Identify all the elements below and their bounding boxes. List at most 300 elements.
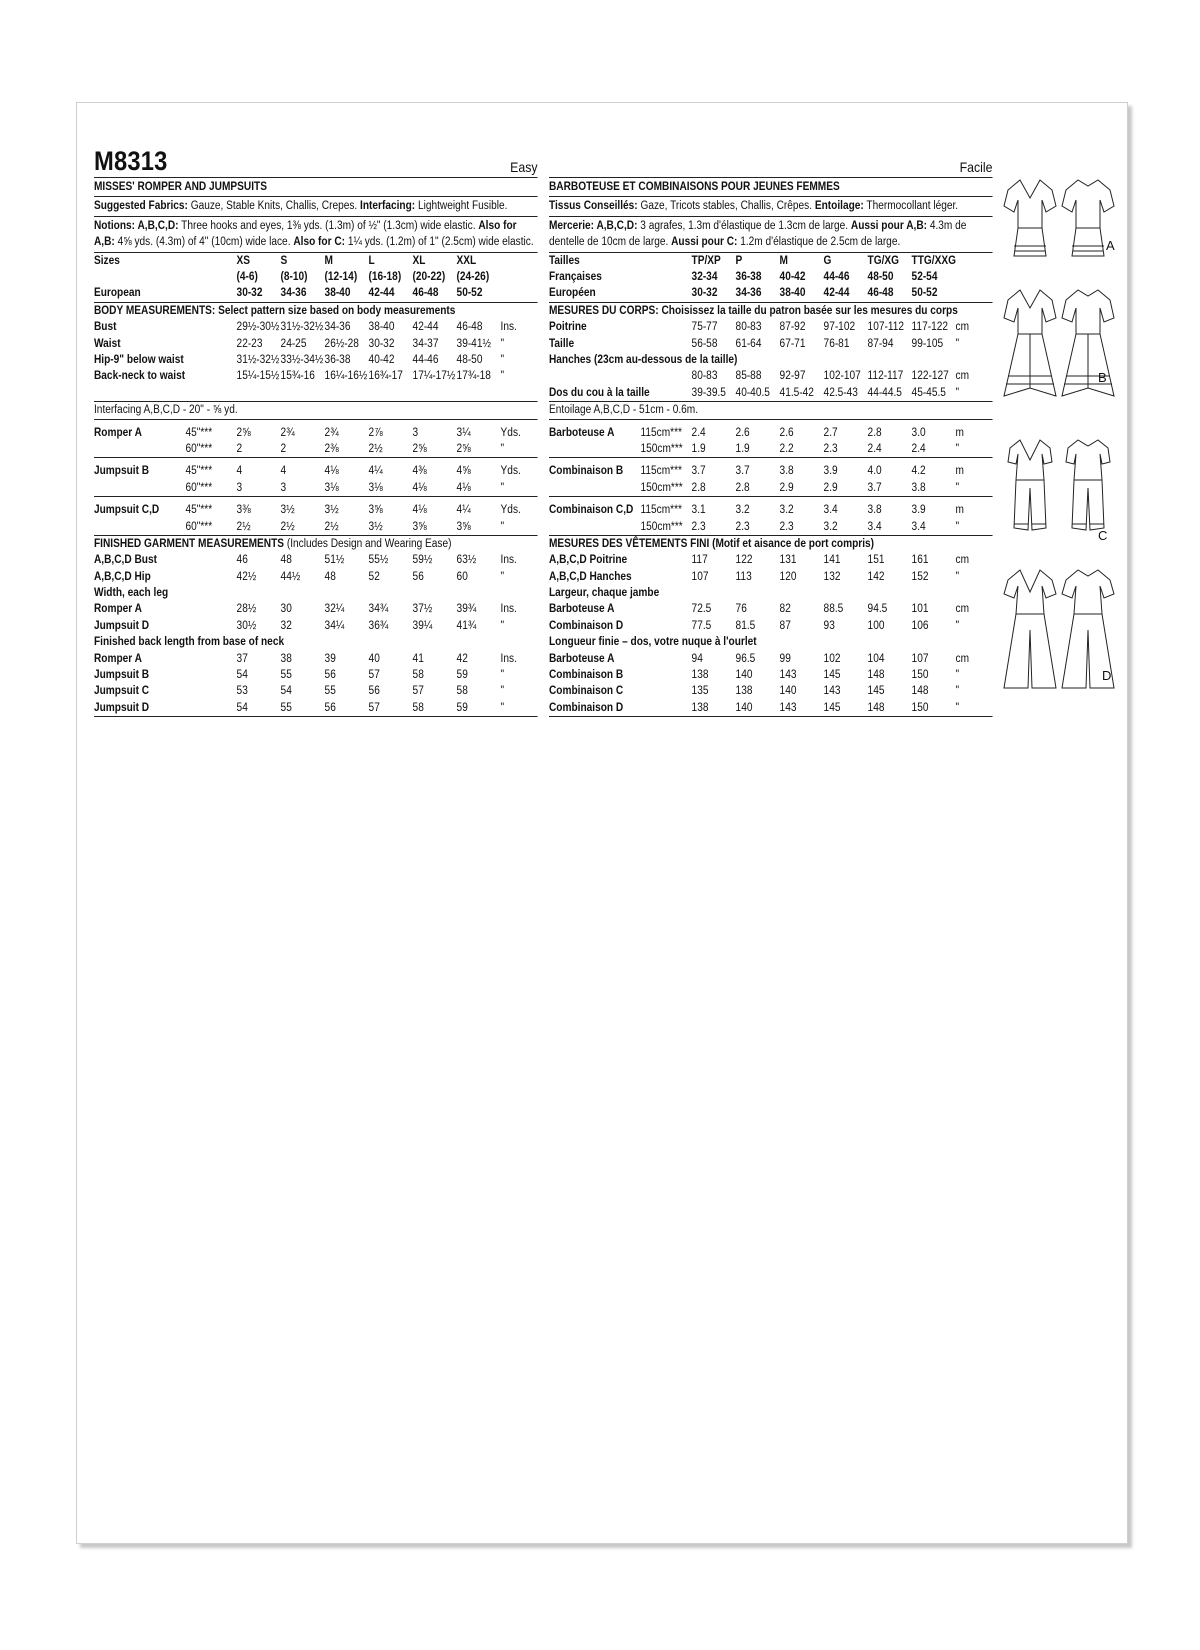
cell: " [500, 619, 505, 632]
cell: 93 [823, 619, 835, 632]
cell: 3⅝ [456, 520, 471, 533]
finished-measurements-header: FINISHED GARMENT MEASUREMENTS (Includes Design and Wearing Ease) [94, 537, 452, 550]
row-label: Bust [94, 321, 117, 334]
body-measurements-table-fr [549, 319, 993, 402]
cell: 3.2 [779, 504, 794, 517]
row-label: Françaises [549, 271, 602, 284]
cell: 2⅞ [368, 426, 383, 439]
french-header [549, 145, 993, 178]
cell: 37 [236, 652, 248, 665]
cell: 3½ [368, 520, 383, 533]
row-label: Sizes [94, 254, 120, 267]
yardage-group [94, 458, 538, 497]
table-row [549, 601, 993, 617]
cell: 48 [324, 570, 336, 583]
cell: 138 [691, 669, 709, 682]
cell: 3.2 [823, 520, 838, 533]
cell: 4 [236, 465, 243, 478]
row-label: Jumpsuit B [94, 465, 150, 478]
cell: 2⅝ [236, 426, 251, 439]
yardage-group [549, 458, 993, 497]
cell: 145 [823, 701, 841, 714]
row-label: A,B,C,D Hip [94, 570, 151, 583]
cell: 122-127 [911, 370, 949, 383]
cell: 17¾-18 [456, 370, 491, 383]
cell: 57 [412, 685, 424, 698]
table-row [549, 352, 993, 368]
cell: Yds. [500, 504, 521, 517]
cell: 148 [911, 685, 929, 698]
row-label: Waist [94, 337, 121, 350]
cell: 88.5 [823, 603, 844, 616]
cell: m [955, 426, 965, 439]
cell: 42-44 [823, 287, 850, 300]
cell: " [955, 386, 960, 399]
row-label: Taille [549, 337, 575, 350]
cell: 115cm*** [640, 426, 682, 439]
finished-measurements-table-fr [549, 552, 993, 717]
cell: 56 [368, 685, 380, 698]
cell: 45-45.5 [911, 386, 946, 399]
cell: 17¼-17½ [412, 370, 456, 383]
yardage-table [94, 420, 538, 536]
cell: 4⅛ [456, 481, 471, 494]
cell: 39-41½ [456, 337, 491, 350]
cell: 40-40.5 [735, 386, 770, 399]
cell: 82 [779, 603, 791, 616]
cell: 4¼ [368, 465, 383, 478]
cell: 55 [324, 685, 336, 698]
cell: 30-32 [691, 287, 718, 300]
pattern-number: M8313 [94, 146, 168, 176]
table-row [94, 569, 538, 585]
cell: 100 [867, 619, 885, 632]
cell: 16¼-16½ [324, 370, 368, 383]
cell: 4¼ [456, 504, 471, 517]
row-label: Dos du cou à la taille [549, 386, 650, 399]
cell: 32-34 [691, 271, 718, 284]
cell: " [500, 353, 505, 366]
cell: 46-48 [867, 287, 894, 300]
notions: Notions: A,B,C,D: Three hooks and eyes, 1⅜ yds. (1.3m) of ½" (1.3cm) wide elastic. Also for A,B: 4⅝ yds. (4.3m) of 4" (10cm) wide lace. Also for C: 1¼ yds. (1.2m) of 1" (2.5cm) wide elastic. [94, 217, 538, 253]
suggested-fabrics-fr: Tissus Conseillés: Gaze, Tricots stables, Challis, Crêpes. Entoilage: Thermocollant léger. [549, 197, 993, 216]
cell: 48-50 [456, 353, 483, 366]
cell: 80-83 [735, 321, 762, 334]
cell: 67-71 [779, 337, 806, 350]
view-c-sketch [1008, 440, 1110, 530]
table-row [94, 502, 538, 518]
cell: 161 [911, 554, 929, 567]
cell: 3 [236, 481, 243, 494]
cell: 58 [412, 701, 424, 714]
cell: (8-10) [280, 271, 308, 284]
cell: 3.0 [911, 426, 926, 439]
table-row [94, 601, 538, 617]
pattern-envelope-back [76, 102, 1128, 1544]
cell: 22-23 [236, 337, 263, 350]
cell: 143 [779, 701, 797, 714]
cell: (16-18) [368, 271, 402, 284]
row-label: Back-neck to waist [94, 370, 186, 383]
cell: 3.9 [823, 465, 838, 478]
cell: 56 [324, 669, 336, 682]
cell: 120 [779, 570, 797, 583]
cell: " [955, 442, 960, 455]
table-row [549, 253, 993, 269]
cell: 59½ [412, 554, 433, 567]
cell: 4 [280, 465, 287, 478]
table-row [94, 480, 538, 496]
cell: 60"*** [185, 520, 213, 533]
cell: 42-44 [412, 321, 439, 334]
table-row [94, 700, 538, 716]
cell: 135 [691, 685, 709, 698]
view-d-sketch [1004, 570, 1114, 688]
cell: 150cm*** [640, 442, 683, 455]
cell: 30-32 [368, 337, 395, 350]
cell: TG/XG [867, 254, 900, 267]
cell: 38 [280, 652, 292, 665]
cell: 34¾ [368, 603, 389, 616]
cell: 99 [779, 652, 791, 665]
garment-sketches [1000, 168, 1150, 708]
cell: 150 [911, 701, 929, 714]
view-label-c: C [1098, 528, 1108, 543]
cell: 44-46 [823, 271, 850, 284]
cell: S [280, 254, 288, 267]
cell: cm [955, 321, 970, 334]
cell: cm [955, 603, 970, 616]
cell: 94.5 [867, 603, 888, 616]
cell: 2.7 [823, 426, 838, 439]
cell: 46-48 [412, 287, 439, 300]
cell: 57 [368, 701, 380, 714]
cell: 2.3 [691, 520, 706, 533]
cell: XL [412, 254, 426, 267]
cell: 4⅛ [412, 504, 427, 517]
cell: G [823, 254, 832, 267]
cell: 48 [280, 554, 292, 567]
cell: 44-46 [412, 353, 439, 366]
view-label-a: A [1106, 238, 1115, 253]
cell: cm [955, 554, 970, 567]
cell: 32¼ [324, 603, 345, 616]
table-row [94, 285, 538, 301]
cell: M [779, 254, 789, 267]
cell: " [500, 669, 505, 682]
cell: 34-36 [280, 287, 307, 300]
cell: 60"*** [185, 481, 213, 494]
table-row [94, 336, 538, 352]
cell: 150cm*** [640, 520, 683, 533]
row-label: Longueur finie – dos, votre nuque à l'ourlet [549, 636, 757, 649]
cell: 58 [412, 669, 424, 682]
cell: XS [236, 254, 251, 267]
cell: 3 [412, 426, 419, 439]
yardage-group [94, 497, 538, 536]
row-label: Poitrine [549, 321, 587, 334]
table-row [549, 651, 993, 667]
english-header [94, 145, 538, 178]
cell: 2.6 [779, 426, 794, 439]
cell: 75-77 [691, 321, 718, 334]
cell: 99-105 [911, 337, 944, 350]
table-row [549, 385, 993, 401]
pattern-title: MISSES' ROMPER AND JUMPSUITS [94, 178, 538, 197]
cell: " [955, 701, 960, 714]
cell: 31½-32½ [280, 321, 324, 334]
cell: 152 [911, 570, 929, 583]
cell: 2.4 [911, 442, 926, 455]
table-row [94, 425, 538, 441]
finished-measurements-header-fr: MESURES DES VÊTEMENTS FINI (Motif et aisance de port compris) [549, 537, 875, 550]
table-row [549, 519, 993, 535]
table-row [549, 552, 993, 568]
cell: m [955, 465, 965, 478]
cell: 44½ [280, 570, 301, 583]
cell: 142 [867, 570, 885, 583]
cell: 53 [236, 685, 248, 698]
cell: 148 [867, 701, 885, 714]
view-a-sketch [1004, 180, 1114, 256]
difficulty-level: Easy [510, 159, 538, 175]
row-label: Jumpsuit D [94, 701, 150, 714]
table-row [94, 651, 538, 667]
table-row [549, 368, 993, 384]
cell: 3.7 [735, 465, 750, 478]
cell: 3½ [324, 504, 339, 517]
cell: 2.4 [867, 442, 882, 455]
yardage-group [94, 420, 538, 459]
table-row [549, 269, 993, 285]
interfacing-note: Interfacing A,B,C,D - 20" - ⅝ yd. [94, 402, 538, 419]
table-row [549, 480, 993, 496]
cell: 107-112 [867, 321, 904, 334]
row-label: Combinaison C,D [549, 504, 634, 517]
table-row [549, 634, 993, 650]
cell: 40-42 [368, 353, 395, 366]
cell: 3.1 [691, 504, 706, 517]
table-row [94, 269, 538, 285]
table-row [94, 552, 538, 568]
yardage-group [549, 497, 993, 536]
view-label-b: B [1098, 370, 1107, 385]
cell: 30½ [236, 619, 257, 632]
cell: 34¼ [324, 619, 345, 632]
table-row [549, 319, 993, 335]
cell: 115cm*** [640, 504, 682, 517]
cell: 2½ [368, 442, 383, 455]
cell: 107 [911, 652, 929, 665]
cell: 52-54 [911, 271, 938, 284]
cell: 104 [867, 652, 885, 665]
cell: 36¾ [368, 619, 389, 632]
cell: " [955, 337, 960, 350]
table-row [549, 502, 993, 518]
cell: 4.0 [867, 465, 882, 478]
cell: 3.9 [911, 504, 926, 517]
table-row [94, 463, 538, 479]
cell: 55 [280, 669, 292, 682]
cell: 55 [280, 701, 292, 714]
cell: " [955, 481, 960, 494]
table-row [94, 368, 538, 384]
row-label: Romper A [94, 652, 142, 665]
cell: Yds. [500, 465, 521, 478]
cell: 106 [911, 619, 929, 632]
row-label: Jumpsuit D [94, 619, 150, 632]
cell: 41¾ [456, 619, 477, 632]
table-row [549, 618, 993, 634]
cell: 42 [456, 652, 468, 665]
row-label: Barboteuse A [549, 652, 615, 665]
table-row [94, 319, 538, 335]
cell: 85-88 [735, 370, 762, 383]
cell: 3.2 [735, 504, 750, 517]
row-label: Hanches (23cm au-dessous de la taille) [549, 353, 738, 366]
row-label: A,B,C,D Bust [94, 554, 157, 567]
table-row [549, 683, 993, 699]
cell: 41.5-42 [779, 386, 814, 399]
cell: 3⅛ [324, 481, 339, 494]
cell: Ins. [500, 321, 517, 334]
cell: " [955, 570, 960, 583]
cell: 4⅛ [412, 481, 427, 494]
cell: TP/XP [691, 254, 721, 267]
suggested-fabrics: Suggested Fabrics: Gauze, Stable Knits, Challis, Crepes. Interfacing: Lightweight Fusible. [94, 197, 538, 216]
cell: 45"*** [185, 504, 213, 517]
table-row [94, 634, 538, 650]
cell: 50-52 [456, 287, 483, 300]
finished-measurements-table [94, 552, 538, 717]
cell: 39¾ [456, 603, 477, 616]
cell: 3 [280, 481, 287, 494]
cell: 2.2 [779, 442, 794, 455]
cell: XXL [456, 254, 477, 267]
cell: 1.9 [691, 442, 706, 455]
cell: 46 [236, 554, 248, 567]
interfacing-note-fr: Entoilage A,B,C,D - 51cm - 0.6m. [549, 402, 993, 419]
cell: 81.5 [735, 619, 756, 632]
cell: " [500, 442, 505, 455]
cell: 3⅛ [368, 481, 383, 494]
cell: 2¾ [324, 426, 339, 439]
cell: 33½-34½ [280, 353, 324, 366]
cell: 30-32 [236, 287, 263, 300]
cell: 38-40 [368, 321, 395, 334]
cell: 72.5 [691, 603, 712, 616]
cell: 40 [368, 652, 380, 665]
cell: 52 [368, 570, 380, 583]
cell: 117-122 [911, 321, 948, 334]
cell: 34-36 [324, 321, 351, 334]
table-row [549, 441, 993, 457]
table-row [94, 519, 538, 535]
yardage-table-fr [549, 420, 993, 536]
row-label: Combinaison D [549, 619, 624, 632]
cell: 32 [280, 619, 292, 632]
cell: 143 [823, 685, 841, 698]
body-measurements-table [94, 319, 538, 385]
table-row [549, 569, 993, 585]
cell: 4⅝ [456, 465, 471, 478]
cell: 2⅝ [412, 442, 427, 455]
cell: 61-64 [735, 337, 762, 350]
cell: 3.7 [691, 465, 706, 478]
row-label: Finished back length from base of neck [94, 636, 285, 649]
cell: 48-50 [867, 271, 894, 284]
cell: 107 [691, 570, 709, 583]
cell: 4.2 [911, 465, 926, 478]
cell: 140 [779, 685, 797, 698]
cell: 38-40 [324, 287, 351, 300]
cell: 2⅜ [324, 442, 339, 455]
cell: " [955, 669, 960, 682]
cell: 3½ [280, 504, 295, 517]
size-table [94, 253, 538, 303]
cell: 60"*** [185, 442, 213, 455]
garment-views [1000, 168, 1150, 708]
cell: 2.3 [779, 520, 794, 533]
cell: 31½-32½ [236, 353, 280, 366]
cell: 148 [867, 669, 885, 682]
cell: 132 [823, 570, 841, 583]
row-label: Barboteuse A [549, 426, 615, 439]
cell: cm [955, 370, 970, 383]
cell: 42.5-43 [823, 386, 858, 399]
body-measurements-header-fr: MESURES DU CORPS: Choisissez la taille du patron basée sur les mesures du corps [549, 304, 958, 317]
cell: 39 [324, 652, 336, 665]
cell: 2 [236, 442, 243, 455]
cell: 3⅜ [236, 504, 251, 517]
cell: 77.5 [691, 619, 712, 632]
cell: 112-117 [867, 370, 904, 383]
row-label: Combinaison D [549, 701, 624, 714]
cell: 44-44.5 [867, 386, 902, 399]
cell: 145 [867, 685, 885, 698]
cell: 3.4 [911, 520, 926, 533]
row-label: Tailles [549, 254, 580, 267]
row-label: Largeur, chaque jambe [549, 587, 660, 600]
cell: 94 [691, 652, 703, 665]
table-row [94, 667, 538, 683]
cell: 2.8 [691, 481, 706, 494]
cell: 45"*** [185, 426, 213, 439]
cell: (4-6) [236, 271, 258, 284]
cell: 150 [911, 669, 929, 682]
difficulty-level-fr: Facile [959, 159, 993, 175]
cell: Ins. [500, 652, 517, 665]
pattern-title-fr: BARBOTEUSE ET COMBINAISONS POUR JEUNES FEMMES [549, 178, 993, 197]
cell: 122 [735, 554, 753, 567]
cell: m [955, 504, 965, 517]
cell: 56 [324, 701, 336, 714]
cell: 97-102 [823, 321, 856, 334]
cell: 24-25 [280, 337, 307, 350]
row-label: Combinaison B [549, 669, 624, 682]
row-label: Hip-9" below waist [94, 353, 184, 366]
row-label: Combinaison C [549, 685, 624, 698]
cell: " [500, 370, 505, 383]
cell: 42½ [236, 570, 257, 583]
cell: 2.4 [691, 426, 706, 439]
cell: TTG/XXG [911, 254, 956, 267]
cell: M [324, 254, 334, 267]
size-table-fr [549, 253, 993, 303]
cell: 101 [911, 603, 929, 616]
cell: 15¾-16 [280, 370, 315, 383]
cell: 3.8 [867, 504, 882, 517]
